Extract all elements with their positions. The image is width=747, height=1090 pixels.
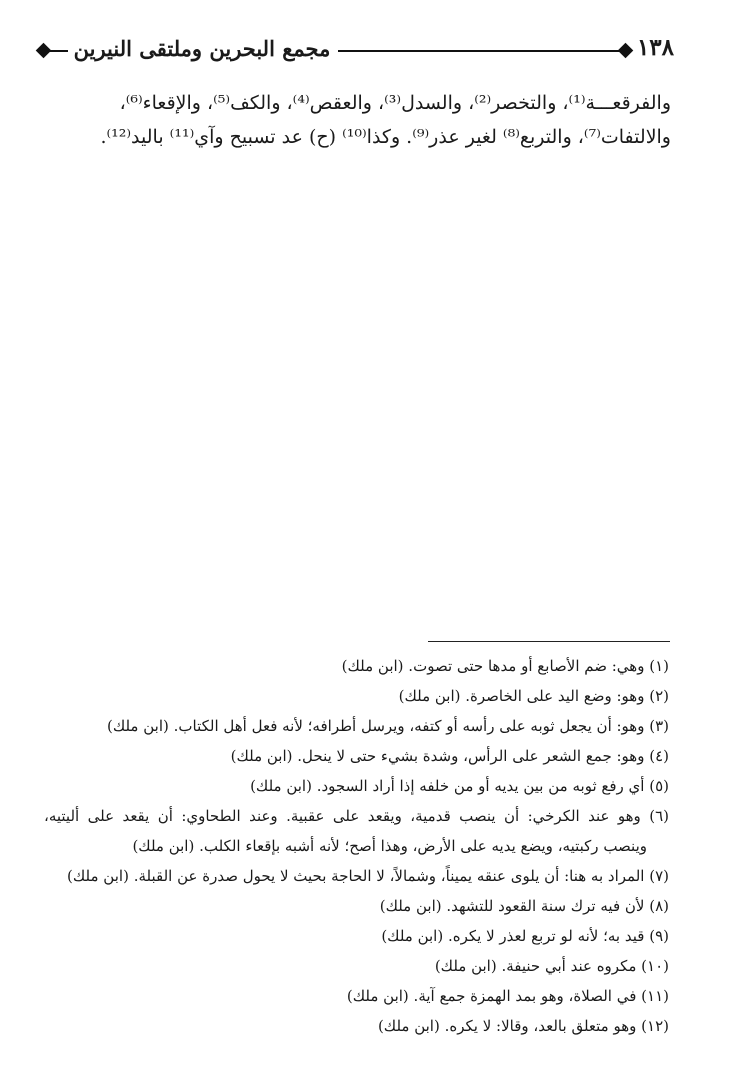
- main-text: [71, 86, 671, 154]
- footnote-2: (٢) وهو: وضع اليد على الخاصرة. (ابن ملك): [398, 687, 669, 705]
- header-diamond-ornament-right: [618, 43, 634, 59]
- page-number: ١٣٨: [636, 34, 674, 61]
- footnote-9: (٩) قيد به؛ لأنه لو تربع لعذر لا يكره. (ابن ملك): [381, 927, 669, 945]
- header-rule-right: [338, 50, 622, 52]
- footnote-separator: [428, 641, 670, 642]
- footnote-7: (٧) المراد به هنا: أن يلوى عنقه يميناً، وشمالاً، لا الحاجة بحيث لا يحول صدرة عن القبلة. (ابن ملك): [67, 867, 669, 885]
- header-rule-left: [48, 50, 68, 52]
- footnote-5: (٥) أي رفع ثوبه من بين يديه أو من خلفه إذا أراد السجود. (ابن ملك): [250, 777, 669, 795]
- footnote-1: (١) وهي: ضم الأصابع أو مدها حتى تصوت. (ابن ملك): [341, 657, 669, 675]
- footnote-6: (٦) وهو عند الكرخي: أن ينصب قدمية، ويقعد على عقبية. وعند الطحاوي: أن يقعد على أليتيه،: [44, 807, 669, 825]
- footnote-4: (٤) وهو: جمع الشعر على الرأس، وشدة بشيء حتى لا ينحل. (ابن ملك): [230, 747, 669, 765]
- footnote-3: (٣) وهو: أن يجعل ثوبه على رأسه أو كتفه، ويرسل أطرافه؛ لأنه فعل أهل الكتاب. (ابن ملك): [106, 717, 669, 735]
- footnote-11: (١١) في الصلاة، وهو بمد الهمزة جمع آية. (ابن ملك): [346, 987, 669, 1005]
- page-header: [36, 34, 672, 70]
- footnote-10: (١٠) مكروه عند أبي حنيفة. (ابن ملك): [434, 957, 669, 975]
- footnote-6-continuation: وينصب ركبتيه، ويضع يديه على الأرض، وهذا أصح؛ لأنه أشبه بإقعاء الكلب. (ابن ملك): [132, 837, 647, 855]
- main-text-line: والفرقعـــة⁽¹⁾، والتخصر⁽²⁾، والسدل⁽³⁾، والعقص⁽⁴⁾، والكف⁽⁵⁾، والإقعاء⁽⁶⁾،: [119, 92, 671, 114]
- footnote-8: (٨) لأن فيه ترك سنة القعود للتشهد. (ابن ملك): [379, 897, 669, 915]
- footnote-12: (١٢) وهو متعلق بالعد، وقالا: لا يكره. (ابن ملك): [377, 1017, 669, 1035]
- footnotes: [44, 651, 669, 1041]
- main-text-line: والالتفات⁽⁷⁾، والتربع⁽⁸⁾ لغير عذر⁽⁹⁾. وكذا⁽¹⁰⁾ (ح) عد تسبيح وآي⁽¹¹⁾ باليد⁽¹²⁾.: [100, 126, 671, 148]
- running-title: مجمع البحرين وملتقى النيرين: [73, 36, 331, 61]
